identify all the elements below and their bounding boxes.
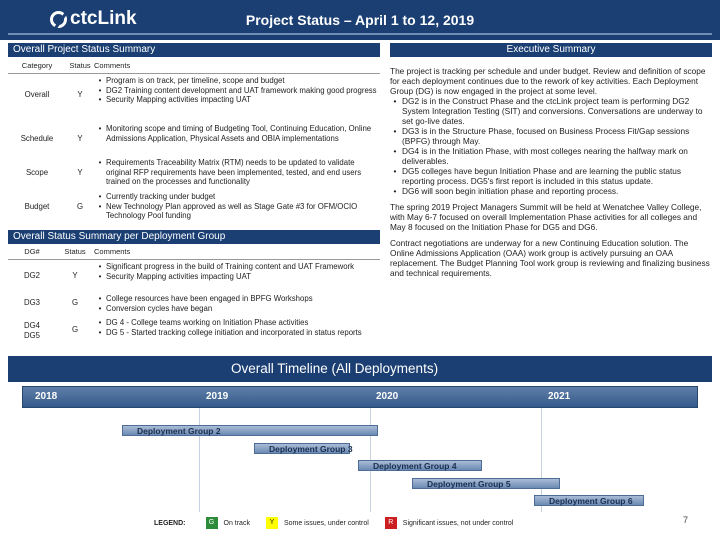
legend-item-red bbox=[385, 517, 514, 529]
status-badge: Y bbox=[77, 134, 83, 143]
executive-contracts-paragraph: Contract negotiations are underway for a new Continuing Education solution. The Online Admissions Application (OAA) work group is actively pursuing an OAA replacement. The Budget Planning Tool work group is reviewing and finalizing business and technical requirements. bbox=[390, 238, 710, 278]
col-header-dg: DG# bbox=[24, 247, 40, 256]
year-label: 2018 bbox=[35, 391, 58, 402]
row-comments bbox=[94, 192, 380, 221]
list-item: • DG4 is in the Initiation Phase, with most colleges nearing the halfway mark on deliverables. bbox=[390, 146, 712, 166]
status-badge: Y bbox=[77, 90, 83, 99]
red-swatch-icon: R bbox=[385, 517, 397, 529]
bullet-icon: • bbox=[393, 126, 397, 136]
list-item: • Security Mapping activities impacting UAT bbox=[94, 272, 380, 282]
list-item: • DG6 will soon begin initiation phase and reporting process. bbox=[390, 186, 712, 196]
bullet-icon: • bbox=[98, 303, 102, 313]
executive-summary-heading: Executive Summary bbox=[390, 43, 712, 57]
list-item: • Monitoring scope and timing of Budgeting Tool, Continuing Education, Online Admissions Application, Physical Assets and OBIA implementations bbox=[94, 124, 380, 143]
bullet-icon: • bbox=[98, 294, 102, 303]
timeline-gridline bbox=[199, 408, 200, 512]
deployment-status-table bbox=[8, 246, 380, 344]
table-header-row bbox=[8, 60, 380, 74]
executive-intro: The project is tracking per schedule and under budget. Review and definition of scope for each deployment continues due to the rework of key activities. Each Deployment Group (DG) is now engaged in the project at some level. bbox=[390, 66, 706, 96]
year-label: 2021 bbox=[548, 391, 571, 402]
col-header-category: Category bbox=[21, 61, 53, 70]
bullet-icon: • bbox=[98, 85, 102, 95]
row-comments bbox=[94, 294, 380, 313]
table-row bbox=[8, 74, 380, 122]
logo-text: ctcLink bbox=[70, 8, 137, 29]
table-header-row bbox=[8, 246, 380, 260]
legend-label: Some issues, under control bbox=[283, 519, 369, 527]
list-item: • New Technology Plan approved as well as Stage Gate #3 for OFM/OCIO Technology Pool funding bbox=[94, 202, 380, 221]
list-item: • College resources have been engaged in BPFG Workshops bbox=[94, 294, 380, 304]
legend-label: On track bbox=[223, 519, 250, 527]
row-category: Overall bbox=[24, 90, 50, 99]
legend-title: LEGEND: bbox=[154, 519, 186, 527]
list-item: • Conversion cycles have began bbox=[94, 304, 380, 314]
col-header-comments: Comments bbox=[94, 247, 131, 256]
bullet-icon: • bbox=[98, 124, 102, 133]
legend-label: Significant issues, not under control bbox=[402, 519, 514, 527]
row-comments bbox=[94, 158, 380, 187]
status-badge: G bbox=[71, 325, 79, 334]
status-badge: G bbox=[71, 298, 79, 307]
row-comments bbox=[94, 124, 380, 143]
bullet-icon: • bbox=[393, 186, 397, 196]
legend-item-yellow bbox=[266, 517, 369, 529]
deployment-group-3-bar: Deployment Group 3 bbox=[254, 443, 350, 454]
list-item: • Security Mapping activities impacting UAT bbox=[94, 95, 380, 105]
green-swatch-icon: G bbox=[206, 517, 218, 529]
list-item: • DG5 colleges have begun Initiation Phase and are learning the public status reporting process. DG5's first report is included in this status update. bbox=[390, 166, 712, 186]
table-row bbox=[8, 292, 380, 316]
col-header-status: Status bbox=[69, 61, 91, 70]
col-header-status: Status bbox=[64, 247, 86, 256]
year-label: 2020 bbox=[376, 391, 399, 402]
list-item: • Program is on track, per timeline, scope and budget bbox=[94, 76, 380, 86]
table-row bbox=[8, 122, 380, 156]
col-header-comments: Comments bbox=[94, 61, 131, 70]
deployment-group-4-bar: Deployment Group 4 bbox=[358, 460, 482, 471]
bullet-icon: • bbox=[393, 96, 397, 106]
yellow-swatch-icon: Y bbox=[266, 517, 278, 529]
bullet-icon: • bbox=[393, 166, 397, 176]
status-badge: Y bbox=[72, 271, 78, 280]
timeline-title: Overall Timeline (All Deployments) bbox=[8, 356, 712, 382]
executive-summit-paragraph: The spring 2019 Project Managers Summit will be held at Wenatchee Valley College, with May 6-7 focused on overall Implementation Phase activities for all colleges and May 8 focused on the Initiation Phase for DG5 and DG6. bbox=[390, 202, 702, 232]
bullet-icon: • bbox=[98, 318, 102, 327]
table-row bbox=[8, 190, 380, 224]
overall-status-heading: Overall Project Status Summary bbox=[8, 43, 380, 57]
executive-summary-body bbox=[390, 66, 712, 284]
list-item: • DG2 is in the Construct Phase and the ctcLink project team is performing DG2 System Integration Testing (SIT) and conversions. Conversations are underway to set go-live dates. bbox=[390, 96, 712, 126]
row-dg: DG2 bbox=[23, 271, 41, 280]
status-badge: Y bbox=[77, 168, 83, 177]
bullet-icon: • bbox=[98, 262, 102, 271]
list-item: • DG2 Training content development and UAT framework making good progress bbox=[94, 86, 380, 96]
deployment-group-5-bar: Deployment Group 5 bbox=[412, 478, 560, 489]
deployment-status-heading: Overall Status Summary per Deployment Group bbox=[8, 230, 380, 244]
list-item: • DG3 is in the Structure Phase, focused on Business Process Fit/Gap sessions (BPFG) through May. bbox=[390, 126, 712, 146]
header-divider bbox=[8, 33, 712, 35]
bullet-icon: • bbox=[98, 192, 102, 201]
bullet-icon: • bbox=[393, 146, 397, 156]
row-comments bbox=[94, 76, 380, 105]
page-title: Project Status – April 1 to 12, 2019 bbox=[245, 12, 475, 28]
page-number: 7 bbox=[683, 515, 689, 525]
list-item: • Currently tracking under budget bbox=[94, 192, 380, 202]
deployment-group-2-bar: Deployment Group 2 bbox=[122, 425, 378, 436]
list-item: • DG 5 - Started tracking college initiation and incorporated in status reports bbox=[94, 328, 380, 338]
year-label: 2019 bbox=[206, 391, 229, 402]
row-category: Budget bbox=[24, 202, 50, 211]
row-category: Scope bbox=[25, 168, 49, 177]
bullet-icon: • bbox=[98, 271, 102, 281]
row-dg: DG4 DG5 bbox=[23, 321, 41, 340]
legend-item-green bbox=[206, 517, 250, 529]
overall-status-table bbox=[8, 60, 380, 224]
row-category: Schedule bbox=[20, 134, 54, 143]
page-header bbox=[0, 0, 720, 40]
table-row bbox=[8, 260, 380, 292]
list-item: • Significant progress in the build of Training content and UAT Framework bbox=[94, 262, 380, 272]
timeline-year-axis bbox=[22, 386, 698, 408]
deployment-group-6-bar: Deployment Group 6 bbox=[534, 495, 644, 506]
row-dg: DG3 bbox=[23, 298, 41, 307]
bullet-icon: • bbox=[98, 327, 102, 337]
bullet-icon: • bbox=[98, 76, 102, 85]
list-item: • Requirements Traceability Matrix (RTM) needs to be updated to validate original RFP requirements have been implemented, tested, and end users trained on the processes and functionality bbox=[94, 158, 380, 187]
row-comments bbox=[94, 262, 380, 281]
bullet-icon: • bbox=[98, 95, 102, 105]
executive-bullets bbox=[390, 96, 712, 196]
status-badge: G bbox=[76, 202, 84, 211]
status-legend bbox=[154, 517, 529, 529]
row-comments bbox=[94, 318, 380, 337]
bullet-icon: • bbox=[98, 158, 102, 167]
table-row bbox=[8, 156, 380, 190]
list-item: • DG 4 - College teams working on Initiation Phase activities bbox=[94, 318, 380, 328]
bullet-icon: • bbox=[98, 201, 102, 211]
table-row bbox=[8, 316, 380, 344]
